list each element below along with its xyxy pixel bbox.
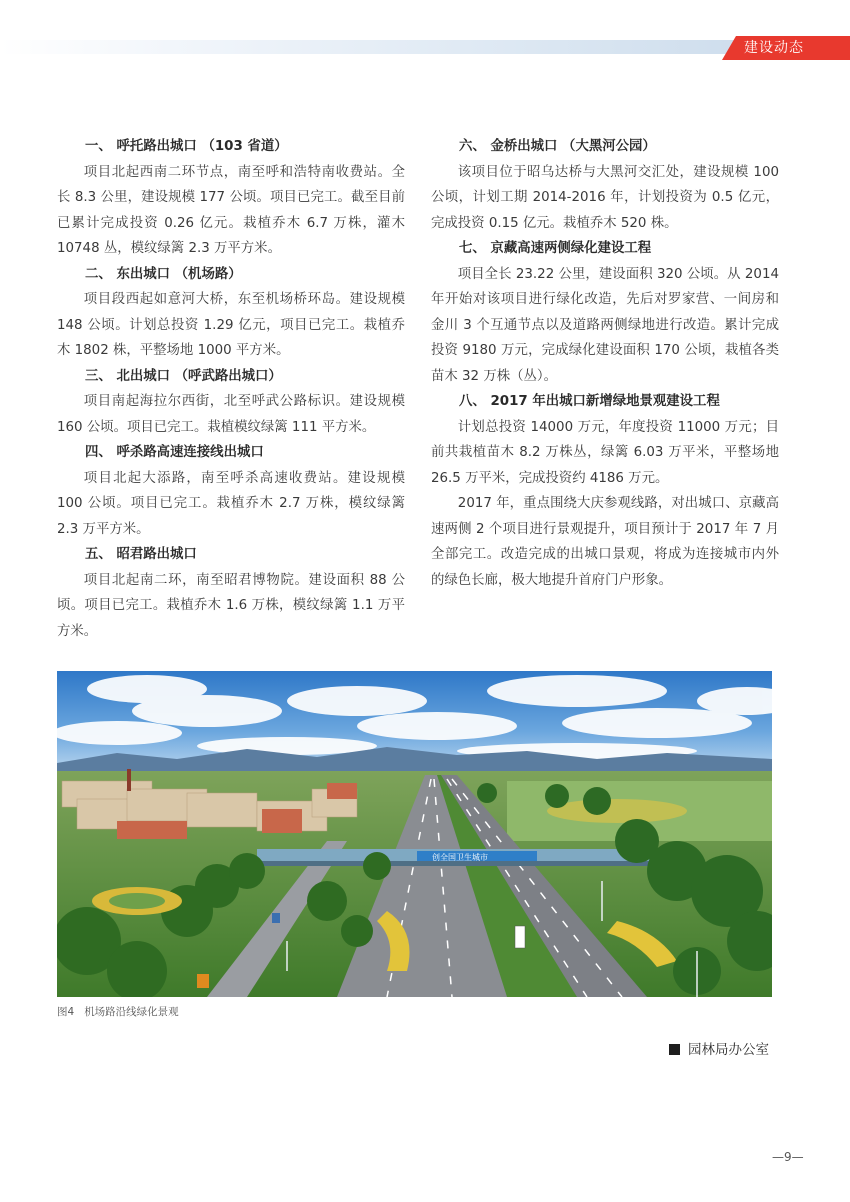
section-title-6: 六、 金桥出城口 （大黑河公园） xyxy=(459,139,656,154)
section-body-8-continued: 2017 年，重点围绕大庆参观线路，对出城口、京藏高速两侧 2 个项目进行景观提升，项目预计于 2017 年 7 月全部完工。改造完成的出城口景观，将成为连接城市内外的绿色长廊，极大地提升首府门户形象。 xyxy=(431,496,779,588)
right-column xyxy=(431,134,779,593)
section-title-8: 八、 2017 年出城口新增绿地景观建设工程 xyxy=(459,394,720,409)
section-body-7: 项目全长 23.22 公里，建设面积 320 公顷。从 2014 年开始对该项目进行绿化改造，先后对罗家营、一间房和金川 3 个互通节点以及道路两侧绿地进行改造。累计完成投资 9180 万元，完成绿化建设面积 170 公顷，栽植各类苗木 32 万株（丛）。 xyxy=(431,266,779,384)
left-column xyxy=(57,134,405,644)
airport-road-landscape-photo xyxy=(57,671,772,997)
section-body-1: 项目北起西南二环节点，南至呼和浩特南收费站。全长 8.3 公里，建设规模 177 公顷。项目已完工。截至目前已累计完成投资 0.26 亿元。栽植乔木 6.7 万株，灌木 10748 丛，模纹绿篱 2.3 万平方米。 xyxy=(57,164,405,256)
section-title-2: 二、 东出城口 （机场路） xyxy=(85,266,242,282)
caption-label: 图4 xyxy=(57,1006,75,1018)
section-body-3: 项目南起海拉尔西街，北至呼武公路标识。建设规模 160 公顷。项目已完工。栽植模纹绿篱 111 平方米。 xyxy=(57,394,405,435)
section-body-6: 该项目位于昭乌达桥与大黑河交汇处，建设规模 100 公顷，计划工期 2014-2016 年，计划投资为 0.5 亿元，完成投资 0.15 亿元。栽植乔木 520 株。 xyxy=(431,164,779,231)
section-body-2: 项目段西起如意河大桥，东至机场桥环岛。建设规模 148 公顷。计划总投资 1.29 亿元，项目已完工。栽植乔木 1802 株，平整场地 1000 平方米。 xyxy=(57,292,405,358)
photo-caption xyxy=(57,1004,179,1019)
section-title-5: 五、 昭君路出城口 xyxy=(85,547,197,562)
header-band xyxy=(0,40,850,54)
section-title-7: 七、 京藏高速两侧绿化建设工程 xyxy=(459,241,652,256)
square-bullet-icon xyxy=(669,1044,680,1055)
caption-text: 机场路沿线绿化景观 xyxy=(84,1006,179,1018)
section-body-8: 计划总投资 14000 万元，年度投资 11000 万元；目前共栽植苗木 8.2 万株丛，绿篱 6.03 万平米，平整场地 26.5 万平米，完成投资约 4186 万元。 xyxy=(431,419,779,486)
source-text: 园林局办公室 xyxy=(688,1042,769,1058)
section-title-4: 四、 呼杀路高速连接线出城口 xyxy=(85,445,264,460)
section-body-5: 项目北起南二环，南至昭君博物院。建设面积 88 公顷。项目已完工。栽植乔木 1.6 万株，模纹绿篱 1.1 万平方米。 xyxy=(57,572,405,639)
source-credit xyxy=(669,1038,769,1058)
bridge-sign-text: 创全国卫生城市 xyxy=(432,853,488,862)
section-title-3: 三、 北出城口 （呼武路出城口） xyxy=(85,368,282,384)
section-title-1: 一、 呼托路出城口 （103 省道） xyxy=(85,139,288,154)
page-number: —9— xyxy=(772,1150,804,1164)
section-label: 建设动态 xyxy=(744,40,804,56)
section-body-4: 项目北起大添路，南至呼杀高速收费站。建设规模 100 公顷。项目已完工。栽植乔木 2.7 万株，模纹绿篱 2.3 万平方米。 xyxy=(57,470,405,537)
